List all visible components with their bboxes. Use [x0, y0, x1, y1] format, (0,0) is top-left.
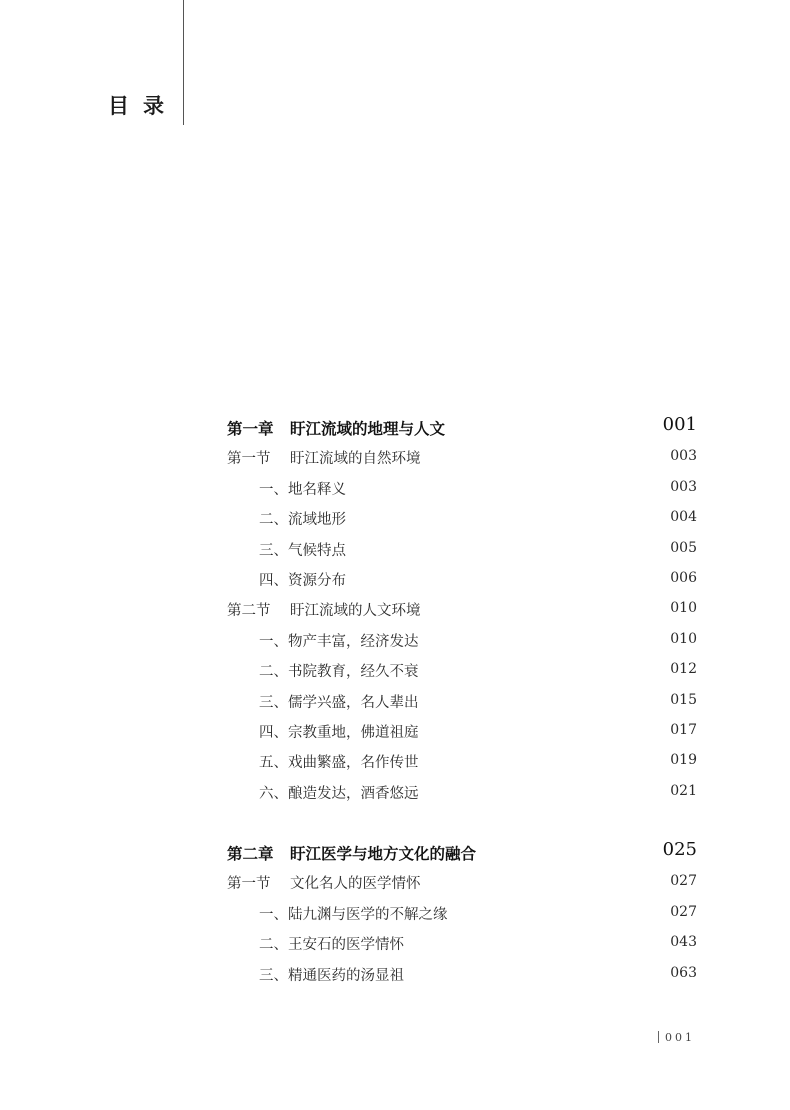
chapter-title: 盱江医学与地方文化的融合 — [290, 844, 477, 864]
item-title: 三、精通医药的汤显祖 — [259, 967, 404, 984]
page-number: 017 — [670, 721, 697, 738]
toc-item[interactable] — [227, 777, 697, 807]
toc-item[interactable] — [227, 928, 697, 958]
toc-item[interactable] — [227, 746, 697, 776]
item-title: 四、资源分布 — [259, 572, 346, 589]
toc-item[interactable] — [227, 564, 697, 594]
chapter-label: 第一章 — [227, 419, 274, 438]
page-number: 025 — [662, 839, 697, 861]
page-number: 012 — [670, 661, 697, 678]
page-number: 019 — [670, 752, 697, 769]
section-title: 盱江流域的自然环境 — [290, 451, 421, 468]
toc-item[interactable] — [227, 625, 697, 655]
section-label: 第一节 — [227, 451, 271, 468]
page-number: 010 — [670, 600, 697, 617]
page-title: 目录 — [108, 93, 178, 118]
page-number: 003 — [670, 448, 697, 465]
item-title: 四、宗教重地，佛道祖庭 — [259, 724, 419, 741]
page-number: 003 — [670, 478, 697, 495]
folio-number: 001 — [665, 1031, 695, 1044]
item-title: 一、陆九渊与医学的不解之缘 — [259, 906, 448, 923]
page-folio — [658, 1031, 695, 1044]
item-title: 六、酿造发达，酒香悠远 — [259, 785, 419, 802]
toc-item[interactable] — [227, 655, 697, 685]
toc-item[interactable] — [227, 473, 697, 503]
item-title: 三、气候特点 — [259, 542, 346, 559]
page-number: 001 — [662, 414, 697, 435]
page-number: 027 — [670, 873, 697, 890]
header-rule — [183, 0, 184, 125]
toc-item[interactable] — [227, 503, 697, 533]
page-number: 010 — [670, 630, 697, 647]
item-title: 二、书院教育，经久不衰 — [259, 664, 419, 681]
chapter-title: 盱江流域的地理与人文 — [290, 419, 446, 438]
page-number: 027 — [670, 903, 697, 920]
section-label: 第二节 — [227, 603, 271, 620]
item-title: 三、儒学兴盛，名人辈出 — [259, 694, 419, 711]
folio-rule — [658, 1031, 659, 1043]
item-title: 二、王安石的医学情怀 — [259, 937, 404, 954]
page-number: 005 — [670, 539, 697, 556]
chapter-label: 第二章 — [227, 844, 274, 864]
chapter-spacer — [227, 807, 697, 837]
toc-chapter-2[interactable] — [227, 837, 697, 867]
toc-item[interactable] — [227, 898, 697, 928]
item-title: 五、戏曲繁盛，名作传世 — [259, 755, 419, 772]
toc-item[interactable] — [227, 959, 697, 989]
toc-item[interactable] — [227, 716, 697, 746]
section-title: 文化名人的医学情怀 — [290, 876, 421, 893]
page-number: 043 — [670, 934, 697, 951]
toc-chapter-1[interactable] — [227, 412, 697, 442]
toc-section[interactable] — [227, 867, 697, 897]
toc-item[interactable] — [227, 534, 697, 564]
item-title: 一、物产丰富，经济发达 — [259, 633, 419, 650]
item-title: 一、地名释义 — [259, 481, 346, 498]
page-number: 004 — [670, 509, 697, 526]
toc-section[interactable] — [227, 442, 697, 472]
page-number: 006 — [670, 569, 697, 586]
toc-item[interactable] — [227, 686, 697, 716]
table-of-contents — [227, 412, 697, 989]
section-label: 第一节 — [227, 876, 271, 893]
page-number: 063 — [670, 964, 697, 981]
item-title: 二、流域地形 — [259, 512, 346, 529]
section-title: 盱江流域的人文环境 — [290, 603, 421, 620]
page-number: 015 — [670, 691, 697, 708]
toc-section[interactable] — [227, 594, 697, 624]
page-number: 021 — [670, 782, 697, 799]
